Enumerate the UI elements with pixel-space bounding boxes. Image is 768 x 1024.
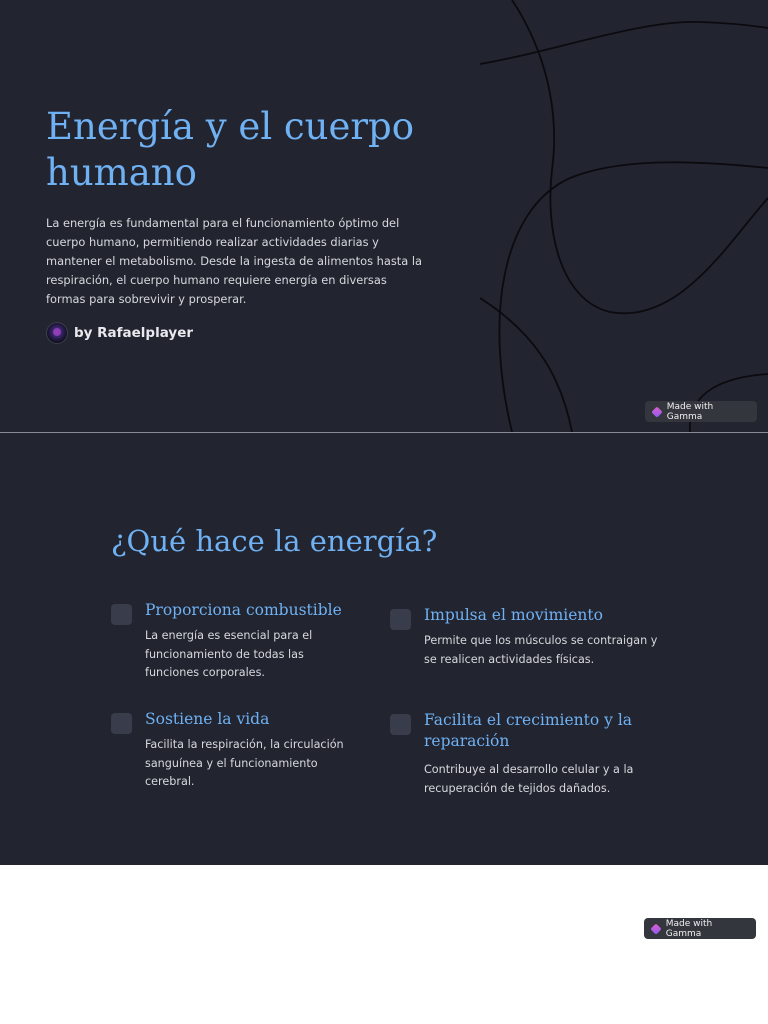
author-name: by Rafaelplayer <box>74 325 194 341</box>
badge-label: Made with Gamma <box>666 401 714 422</box>
badge-label: Made with Gamma <box>665 918 713 939</box>
feature-card-title: Facilita el crecimiento y la reparación <box>424 711 633 750</box>
feature-card-title: Proporciona combustible <box>145 601 342 619</box>
feature-card-text: Facilita la respiración, la circulación sanguínea y el funcionamiento cerebral. <box>145 738 344 788</box>
made-with-gamma-button[interactable] <box>645 401 757 422</box>
title-slide <box>0 0 768 432</box>
feature-card-text: La energía es esencial para el funcionamiento de todas las funciones corporales. <box>145 629 313 679</box>
gamma-logo-icon <box>650 923 661 934</box>
author-byline <box>46 322 193 344</box>
content-slide <box>0 433 768 865</box>
checkbox-icon <box>111 713 132 734</box>
page-title: Energía y el cuerpo humano <box>46 105 415 194</box>
feature-card-text: Contribuye al desarrollo celular y a la recuperación de tejidos dañados. <box>424 763 634 795</box>
made-with-gamma-button[interactable] <box>644 918 756 939</box>
feature-card-title: Sostiene la vida <box>145 710 270 728</box>
section-title: ¿Qué hace la energía? <box>111 524 438 558</box>
intro-paragraph: La energía es fundamental para el funcionamiento óptimo del cuerpo humano, permitiendo realizar actividades diarias y mantener el metabolismo. Desde la ingesta de alimentos hasta la respiración, el cuerpo humano requiere energía en diversas formas para sobrevivir y prosperar. <box>46 216 423 306</box>
page-bottom <box>0 865 768 1024</box>
gamma-logo-icon <box>651 406 662 417</box>
avatar <box>46 322 68 344</box>
feature-card-title: Impulsa el movimiento <box>424 606 603 624</box>
checkbox-icon <box>111 604 132 625</box>
checkbox-icon <box>390 714 411 735</box>
feature-card-text: Permite que los músculos se contraigan y se realicen actividades físicas. <box>424 634 658 666</box>
checkbox-icon <box>390 609 411 630</box>
